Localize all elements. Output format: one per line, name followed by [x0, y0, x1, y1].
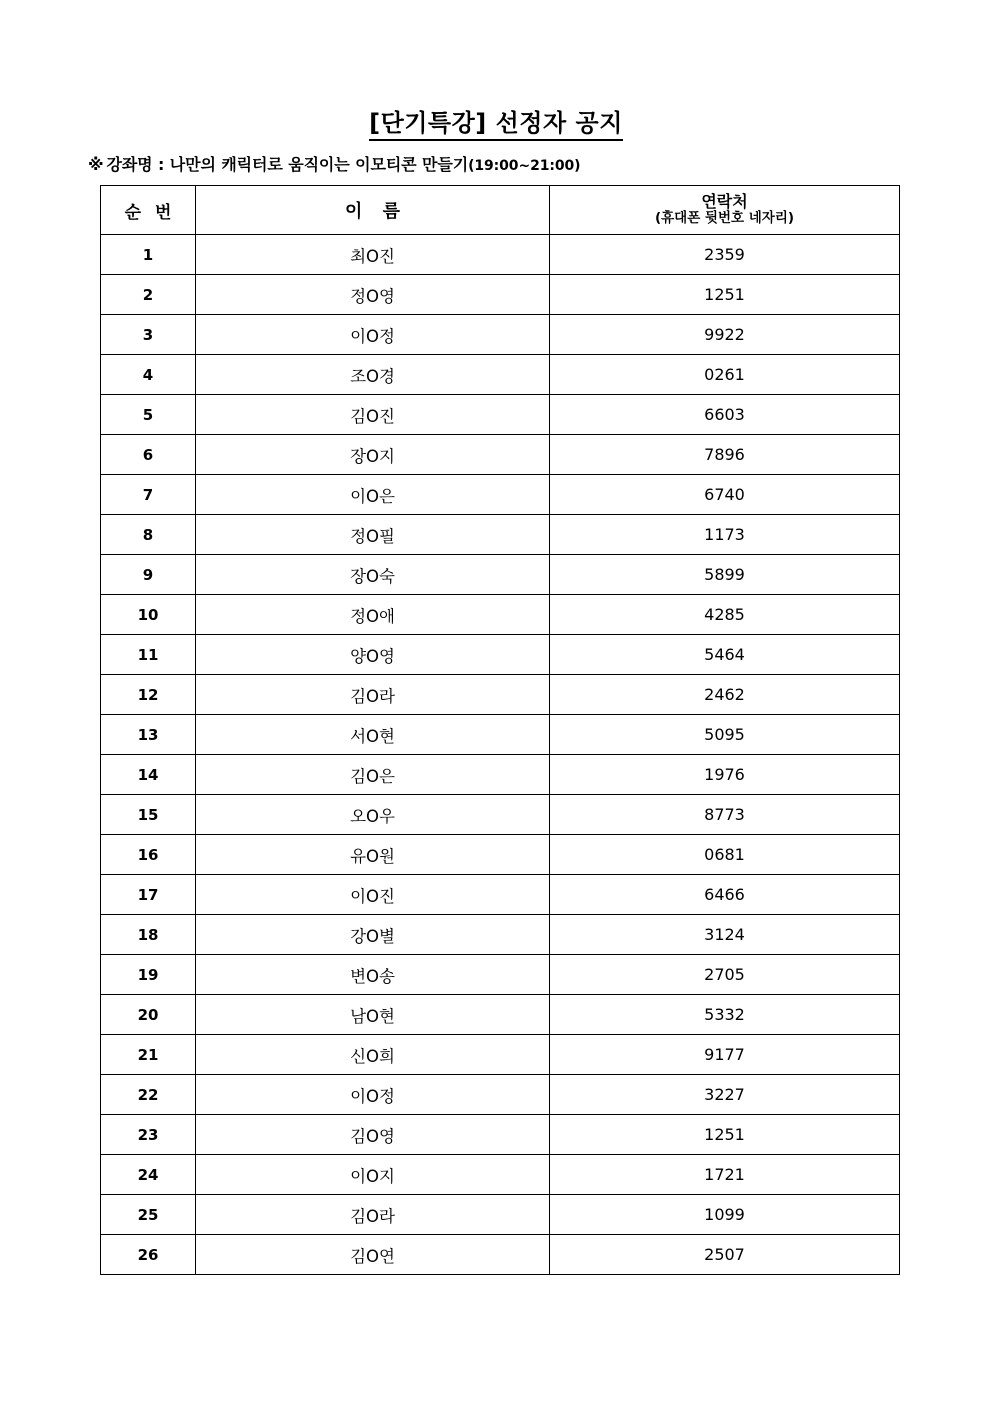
table-row	[101, 835, 900, 875]
table-row	[101, 595, 900, 635]
cell-name: 장O지	[196, 435, 550, 475]
cell-name: 오O우	[196, 795, 550, 835]
cell-contact: 7896	[550, 435, 900, 475]
page-title	[0, 108, 992, 141]
cell-number: 3	[101, 315, 196, 355]
cell-contact: 0681	[550, 835, 900, 875]
cell-contact: 1099	[550, 1195, 900, 1235]
course-time-text: (19:00~21:00)	[468, 158, 581, 174]
table-row	[101, 1075, 900, 1115]
table-header	[101, 186, 900, 235]
cell-contact: 1251	[550, 1115, 900, 1155]
table-row	[101, 755, 900, 795]
cell-number: 8	[101, 515, 196, 555]
cell-contact: 1173	[550, 515, 900, 555]
cell-contact: 0261	[550, 355, 900, 395]
cell-name: 정O영	[196, 275, 550, 315]
cell-number: 18	[101, 915, 196, 955]
cell-contact: 5899	[550, 555, 900, 595]
cell-number: 19	[101, 955, 196, 995]
cell-contact: 2462	[550, 675, 900, 715]
cell-number: 9	[101, 555, 196, 595]
table-row	[101, 955, 900, 995]
cell-number: 1	[101, 235, 196, 275]
table-row	[101, 1195, 900, 1235]
cell-number: 16	[101, 835, 196, 875]
course-name-text: 강좌명 : 나만의 캐릭터로 움직이는 이모티콘 만들기	[106, 155, 469, 174]
cell-name: 김O영	[196, 1115, 550, 1155]
cell-name: 김O은	[196, 755, 550, 795]
cell-contact: 9177	[550, 1035, 900, 1075]
cell-name: 강O별	[196, 915, 550, 955]
table-row	[101, 635, 900, 675]
cell-name: 최O진	[196, 235, 550, 275]
reference-mark-icon: ※	[88, 155, 104, 174]
cell-name: 이O지	[196, 1155, 550, 1195]
table-row	[101, 675, 900, 715]
cell-name: 김O진	[196, 395, 550, 435]
cell-number: 25	[101, 1195, 196, 1235]
cell-number: 6	[101, 435, 196, 475]
cell-name: 이O정	[196, 1075, 550, 1115]
cell-contact: 8773	[550, 795, 900, 835]
cell-contact: 3124	[550, 915, 900, 955]
table-row	[101, 275, 900, 315]
cell-name: 김O연	[196, 1235, 550, 1275]
cell-contact: 6466	[550, 875, 900, 915]
cell-number: 20	[101, 995, 196, 1035]
cell-name: 유O원	[196, 835, 550, 875]
cell-contact: 9922	[550, 315, 900, 355]
cell-number: 21	[101, 1035, 196, 1075]
roster-table	[100, 185, 900, 1275]
table-row	[101, 1155, 900, 1195]
cell-contact: 2507	[550, 1235, 900, 1275]
cell-contact: 3227	[550, 1075, 900, 1115]
table-body	[101, 235, 900, 1275]
cell-number: 12	[101, 675, 196, 715]
cell-contact: 5332	[550, 995, 900, 1035]
table-row	[101, 915, 900, 955]
cell-contact: 4285	[550, 595, 900, 635]
cell-name: 김O라	[196, 675, 550, 715]
cell-contact: 6603	[550, 395, 900, 435]
cell-name: 정O필	[196, 515, 550, 555]
cell-name: 신O희	[196, 1035, 550, 1075]
cell-contact: 6740	[550, 475, 900, 515]
cell-number: 10	[101, 595, 196, 635]
column-header-name: 이 름	[196, 186, 550, 235]
table-row	[101, 355, 900, 395]
cell-contact: 1721	[550, 1155, 900, 1195]
column-header-number: 순 번	[101, 186, 196, 235]
cell-contact: 2705	[550, 955, 900, 995]
cell-number: 11	[101, 635, 196, 675]
cell-name: 김O라	[196, 1195, 550, 1235]
cell-number: 4	[101, 355, 196, 395]
table-header-row	[101, 186, 900, 235]
table-row	[101, 435, 900, 475]
cell-number: 13	[101, 715, 196, 755]
cell-number: 5	[101, 395, 196, 435]
cell-number: 24	[101, 1155, 196, 1195]
page-title-text: [단기특강] 선정자 공지	[369, 108, 623, 141]
cell-name: 남O현	[196, 995, 550, 1035]
column-header-contact-sub: (휴대폰 뒷번호 네자리)	[654, 210, 795, 227]
cell-name: 이O은	[196, 475, 550, 515]
cell-name: 이O진	[196, 875, 550, 915]
cell-name: 장O숙	[196, 555, 550, 595]
cell-name: 양O영	[196, 635, 550, 675]
table-row	[101, 315, 900, 355]
table-row	[101, 555, 900, 595]
table-row	[101, 995, 900, 1035]
column-header-contact-main: 연락처	[701, 191, 748, 211]
cell-name: 정O애	[196, 595, 550, 635]
table-row	[101, 1115, 900, 1155]
table-row	[101, 715, 900, 755]
table-row	[101, 1035, 900, 1075]
cell-number: 15	[101, 795, 196, 835]
cell-number: 22	[101, 1075, 196, 1115]
cell-name: 조O경	[196, 355, 550, 395]
column-header-contact	[550, 186, 900, 235]
cell-contact: 2359	[550, 235, 900, 275]
cell-contact: 1251	[550, 275, 900, 315]
cell-number: 23	[101, 1115, 196, 1155]
cell-contact: 5464	[550, 635, 900, 675]
cell-number: 7	[101, 475, 196, 515]
table-row	[101, 515, 900, 555]
cell-name: 서O현	[196, 715, 550, 755]
cell-contact: 1976	[550, 755, 900, 795]
cell-name: 이O정	[196, 315, 550, 355]
cell-number: 17	[101, 875, 196, 915]
cell-number: 2	[101, 275, 196, 315]
roster-table-container	[100, 185, 899, 1275]
table-row	[101, 1235, 900, 1275]
table-row	[101, 875, 900, 915]
cell-number: 14	[101, 755, 196, 795]
table-row	[101, 795, 900, 835]
table-row	[101, 475, 900, 515]
table-row	[101, 395, 900, 435]
cell-name: 변O송	[196, 955, 550, 995]
table-row	[101, 235, 900, 275]
cell-number: 26	[101, 1235, 196, 1275]
cell-contact: 5095	[550, 715, 900, 755]
course-info-line	[88, 152, 580, 175]
